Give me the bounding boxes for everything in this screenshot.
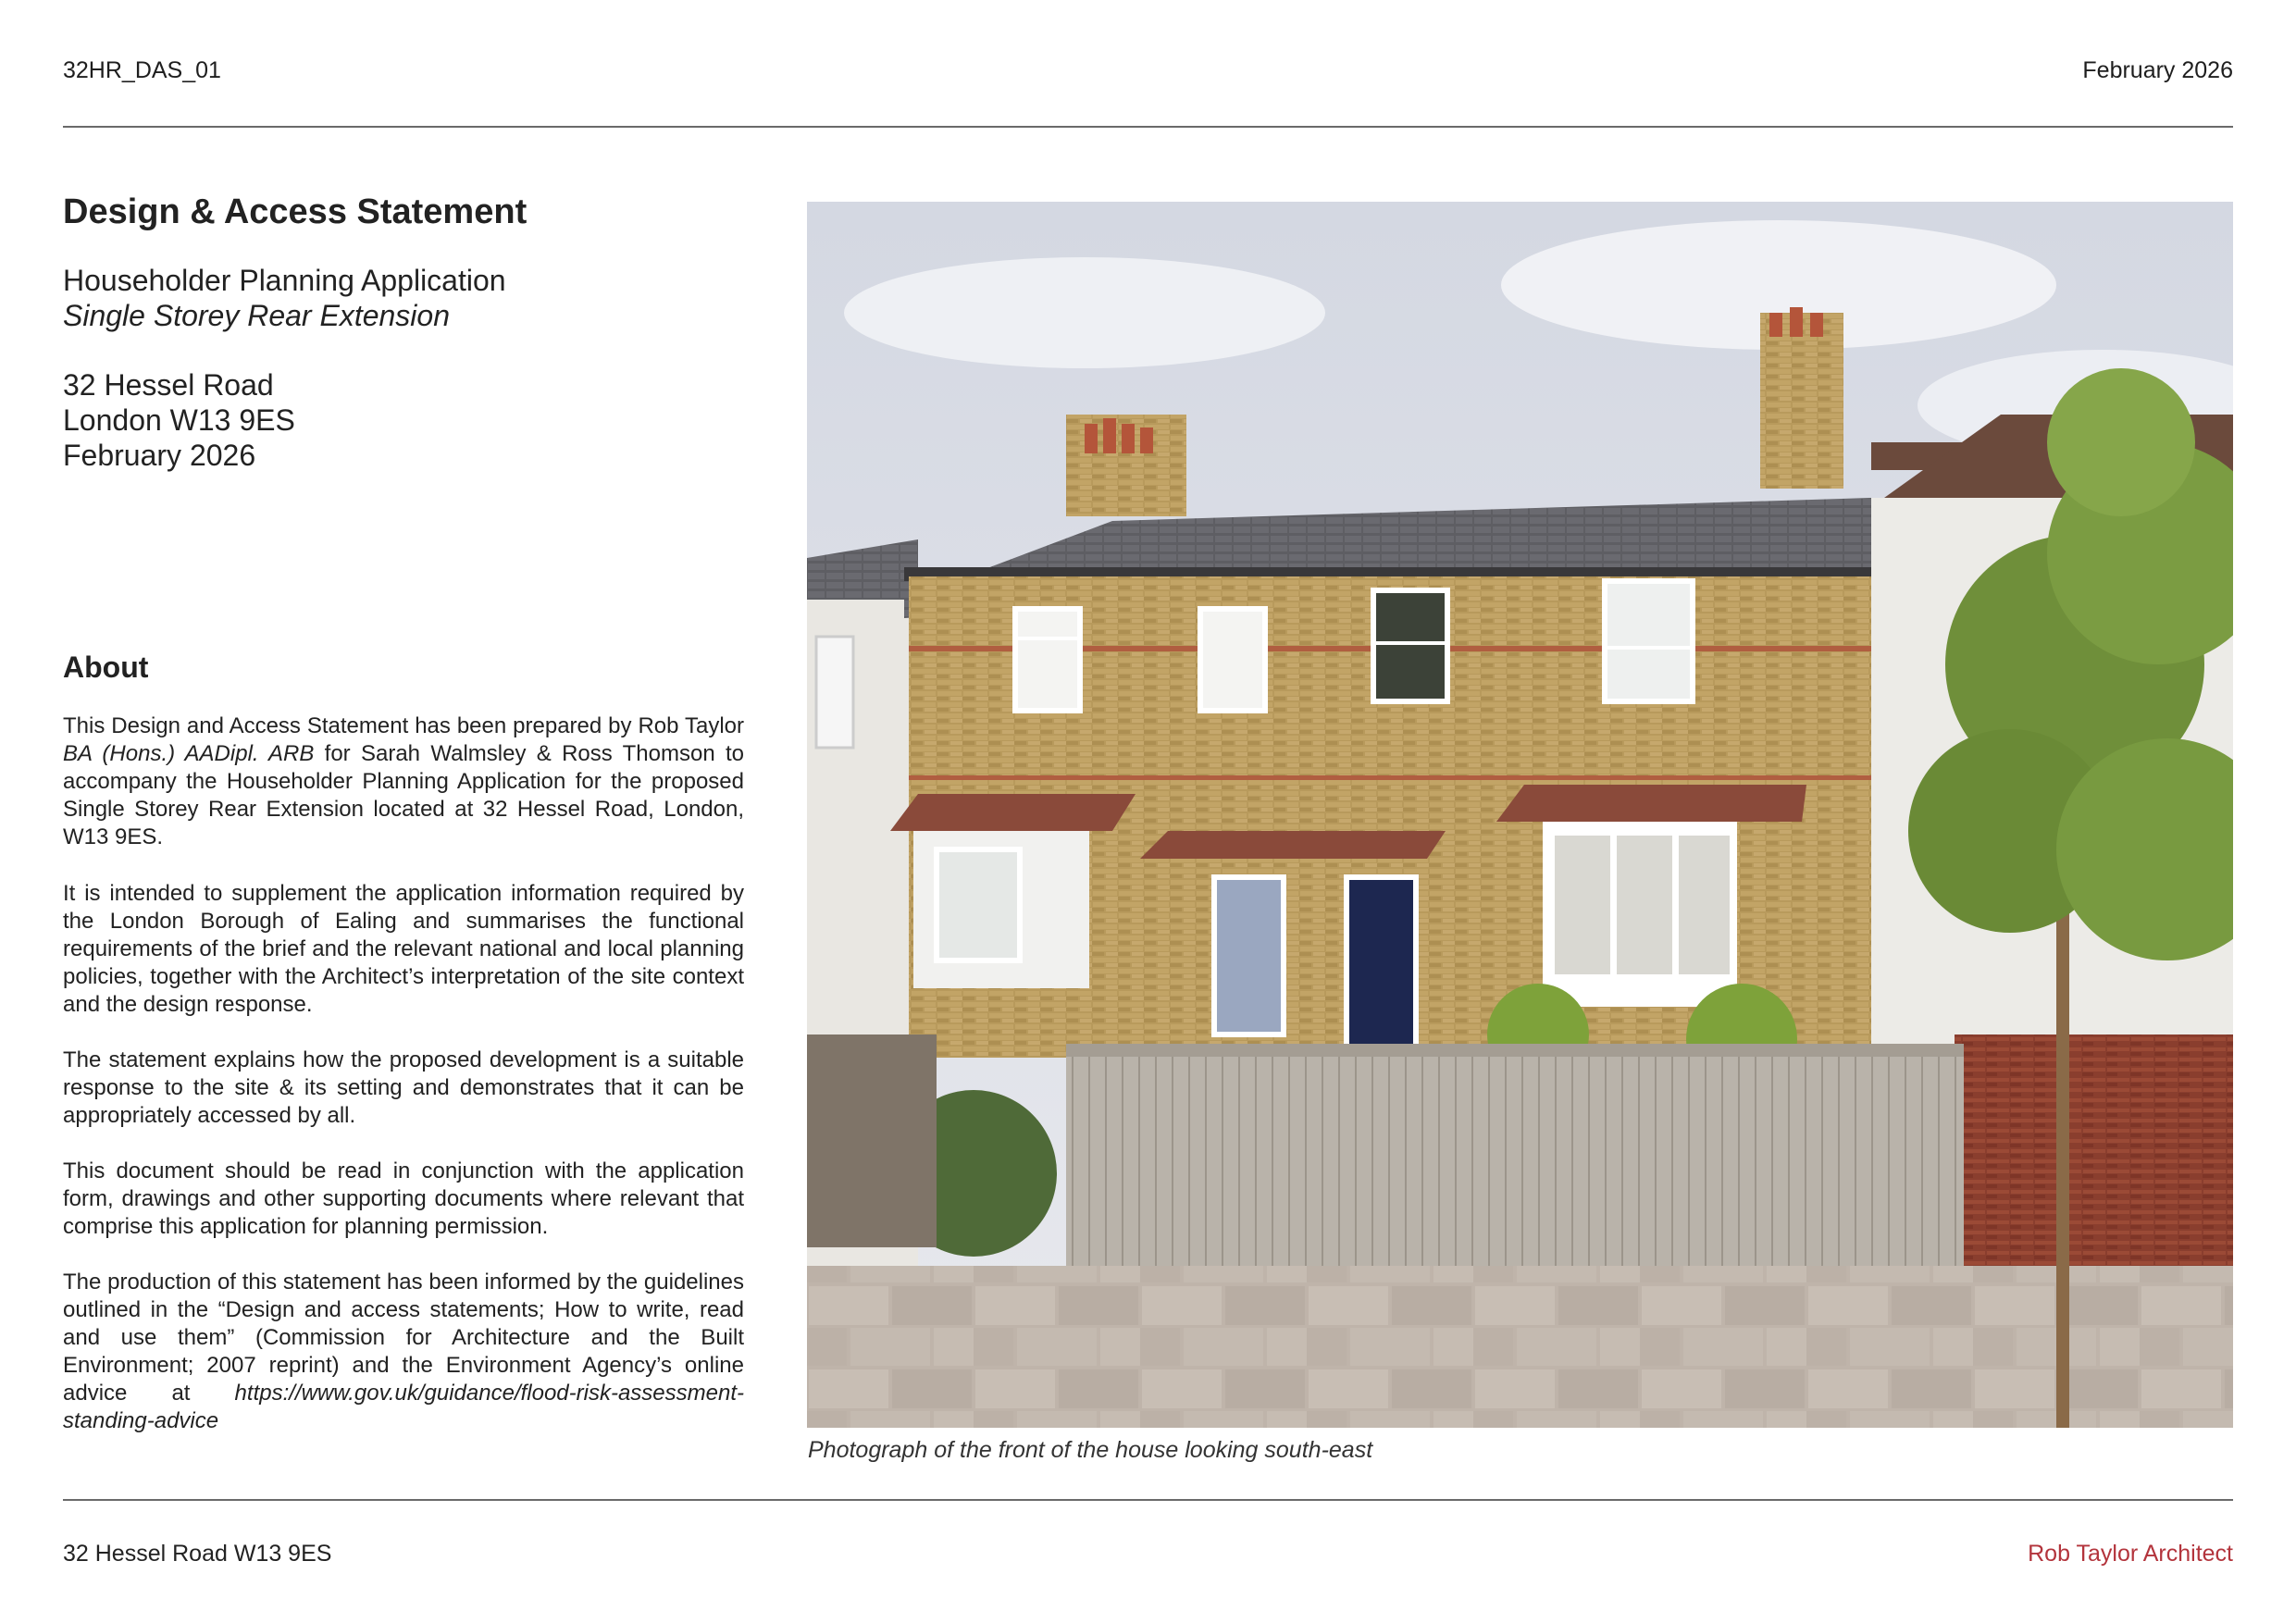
footer-address: 32 Hessel Road W13 9ES [63,1541,332,1567]
about-p1-text-cont: for Sarah Walmsley & Ross Thomson to accompany the Householder Planning Application for the proposed Single Storey Rear Extension located at 32 Hessel Road, London, W13 9ES. [63,741,745,849]
page-title: Design & Access Statement [63,192,527,231]
guidance-link[interactable]: https://www.gov.uk/guidance/flood-risk-assessment-standing-advice [63,1381,744,1433]
about-paragraph-5 [63,1269,744,1435]
header-date: February 2026 [2082,57,2233,83]
about-p5-text: The production of this statement has been informed by the guidelines outlined in the “Design and access statements; How to write, read and use them” (Commission for Architecture and the Built Environment; 2007 reprint) and the Environment Agency’s online advice at [63,1270,744,1406]
about-paragraph-1 [63,712,744,851]
application-type: Householder Planning Application [63,264,506,297]
about-heading: About [63,650,149,684]
author-qualifications: BA (Hons.) AADipl. ARB [63,741,315,766]
footer-divider [63,1499,2233,1501]
house-illustration [807,202,2233,1428]
about-paragraph-4: This document should be read in conjunction with the application form, drawings and other supporting documents where relevant that comprise this application for planning permission. [63,1158,744,1239]
about-paragraph-2: It is intended to supplement the application information required by the London Borough of Ealing and summarises the functional requirements of the brief and the relevant national and local planning policies, together with the Architect’s interpretation of the site context and the design response. [63,881,744,1017]
address-street: 32 Hessel Road [63,368,274,402]
document-reference: 32HR_DAS_01 [63,57,221,83]
about-paragraph-3: The statement explains how the proposed development is a suitable response to the site & its setting and demonstrates that it can be appropriately accessed by all. [63,1047,744,1128]
header-divider [63,126,2233,128]
project-description: Single Storey Rear Extension [63,299,450,332]
architect-brand: Rob Taylor Architect [2028,1541,2233,1567]
house-front-photo [807,202,2233,1428]
about-p1-text: This Design and Access Statement has been prepared by Rob Taylor [63,713,744,738]
address-city-postcode: London W13 9ES [63,403,295,437]
photo-caption: Photograph of the front of the house looking south-east [808,1437,1373,1463]
address-date: February 2026 [63,439,256,472]
